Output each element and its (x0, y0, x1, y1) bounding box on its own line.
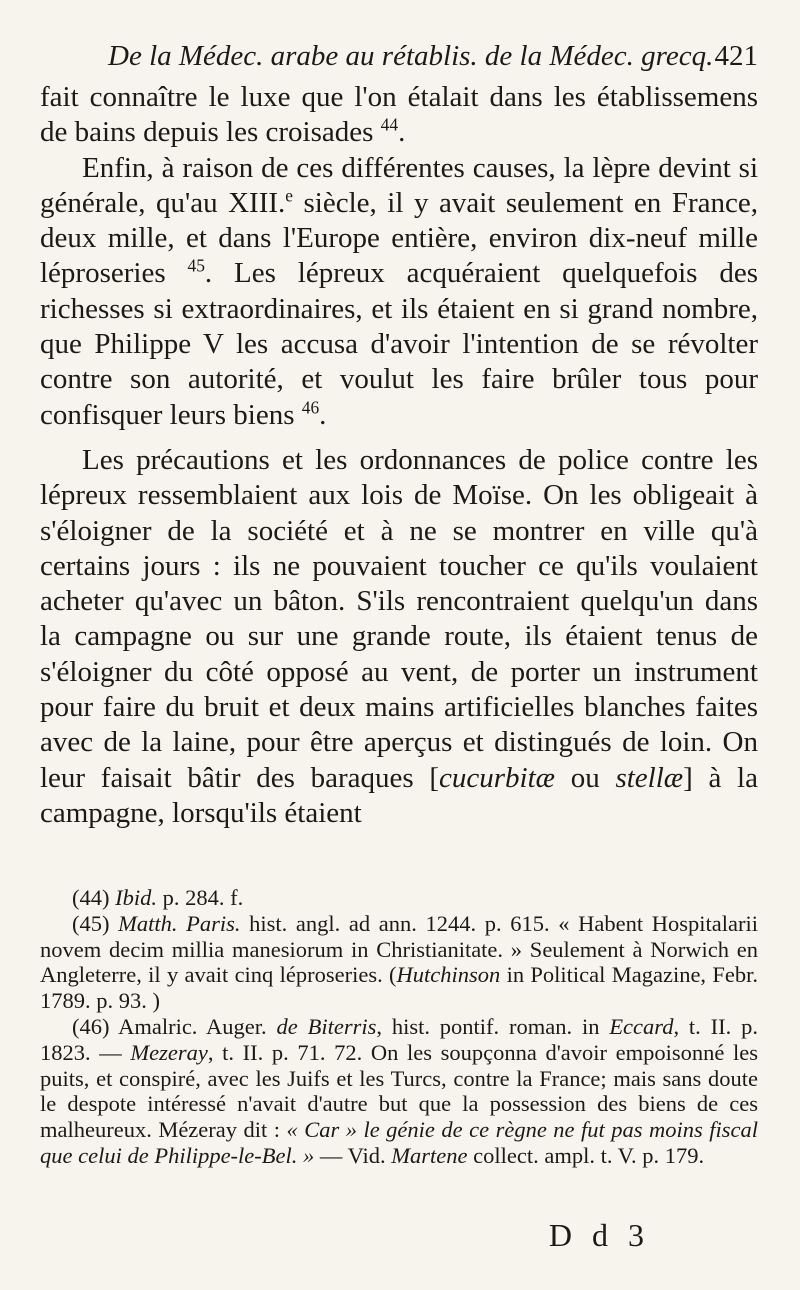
footnote-45-text-a: hist. angl. ad ann. 1244. p. 615. « Habent Hospitalarii novem decim millia manesiorum in Christianitate. » Seulement à Norwich en Angleterre, il y avait cinq léproseries. ( (40, 910, 758, 988)
footnote-46-text-e: — Vid. (314, 1142, 392, 1168)
century-superscript: e (285, 185, 293, 206)
footnote-45 (40, 911, 758, 1014)
footnote-44 (40, 885, 758, 911)
footnote-44-text: p. 284. f. (157, 885, 244, 910)
footnote-46-martene: Martene (391, 1142, 468, 1168)
paragraph-2 (40, 151, 758, 433)
latin-term-2: stellæ (615, 761, 684, 794)
footnote-46-text-a: Amalric. Auger. (118, 1013, 277, 1039)
running-header (108, 36, 758, 76)
footnotes (40, 885, 758, 1169)
footnote-ref-45: 45 (187, 255, 205, 276)
footnote-46 (40, 1014, 758, 1169)
paragraph-3 (40, 443, 758, 831)
main-text (40, 80, 758, 831)
footnote-46-work: de Biterris (276, 1013, 377, 1039)
footnote-46-text-d: , t. II. p. 71. 72. On les soupçonna d'avoir empoisonné les puits, et conspiré, avec les Juifs et les Turcs, contre la France; mais sans doute le despote intéressé n'avait d'autre but que la possession des biens de ces malheureux. Mézeray dit : (40, 1039, 759, 1143)
footnote-46-text-f: collect. ampl. t. V. p. 179. (467, 1142, 705, 1168)
century-numeral: XIII. (228, 186, 286, 219)
paragraph-2-text-c: . Les lépreux acquéraient quelquefois des richesses si extraordinaires, et ils étaient en si grand nombre, que Philippe V les accusa d'avoir l'intention de se révolter contre son autorité, et voulut les faire brûler tous pour confisquer leurs biens (40, 257, 758, 431)
footnote-45-number: (45) (72, 910, 119, 936)
footnote-44-number: (44) (72, 885, 116, 910)
paragraph-3-text-a: Les précautions et les ordonnances de police contre les lépreux ressemblaient aux lois de Moïse. On les obligeait à s'éloigner de la société et à ne se montrer en ville qu'à certains jours : ils ne pouvaient toucher ce qu'ils voulaient acheter qu'avec un bâton. S'ils rencontraient quelqu'un dans la campagne ou sur une grande route, ils étaient tenus de s'éloigner du côté opposé au vent, de porter un instrument pour faire du bruit et deux mains artificielles blanches faites avec de la laine, pour être aperçus et distingués de loin. On leur faisait bâtir des baraques [ (40, 443, 758, 794)
page-number: 421 (714, 40, 758, 72)
footnote-46-text-b: , hist. pontif. roman. in (376, 1013, 610, 1039)
footnote-44-ref: Ibid. (115, 885, 157, 910)
paragraph-3-or: ou (555, 761, 616, 794)
footnote-ref-46: 46 (301, 397, 320, 418)
footnote-ref-44: 44 (380, 114, 399, 135)
footnote-46-mezeray: Mezeray (130, 1039, 208, 1065)
latin-term-1: cucurbitæ (439, 761, 556, 794)
footnote-46-text-c: , t. II. p. 1823. — (40, 1013, 758, 1065)
paragraph-2-text-b: siècle, il y avait seulement en France, deux mille, et dans l'Europe entière, environ dix-neuf mille léproseries (40, 186, 758, 290)
paragraph-2-text-a: Enfin, à raison de ces différentes causes, la lèpre devint si générale, qu'au (40, 151, 758, 219)
running-title: De la Médec. arabe au rétablis. de la Médec. grecq. (108, 40, 714, 72)
paragraph-1-end: . (398, 116, 406, 149)
footnote-46-number: (46) (72, 1013, 119, 1039)
paragraph-1 (40, 80, 758, 151)
paragraph-1-text: fait connaître le luxe que l'on étalait dans les établissemens de bains depuis les croisades (40, 81, 758, 149)
signature-mark: D d 3 (548, 1217, 650, 1253)
footnote-45-ref: Matth. Paris. (118, 910, 241, 936)
paragraph-3-text-b: ] à la campagne, lorsqu'ils étaient (40, 761, 758, 829)
footnote-45-text-b: in Political Magazine, Febr. 1789. p. 93. ) (40, 962, 758, 1014)
footnote-46-quote: « Car » le génie de ce règne ne fut pas moins fiscal que celui de Philippe-le-Bel. » (40, 1117, 758, 1168)
footnote-45-author: Hutchinson (396, 962, 501, 988)
footnote-46-eccard: Eccard (609, 1013, 674, 1039)
paragraph-2-end: . (319, 398, 327, 431)
